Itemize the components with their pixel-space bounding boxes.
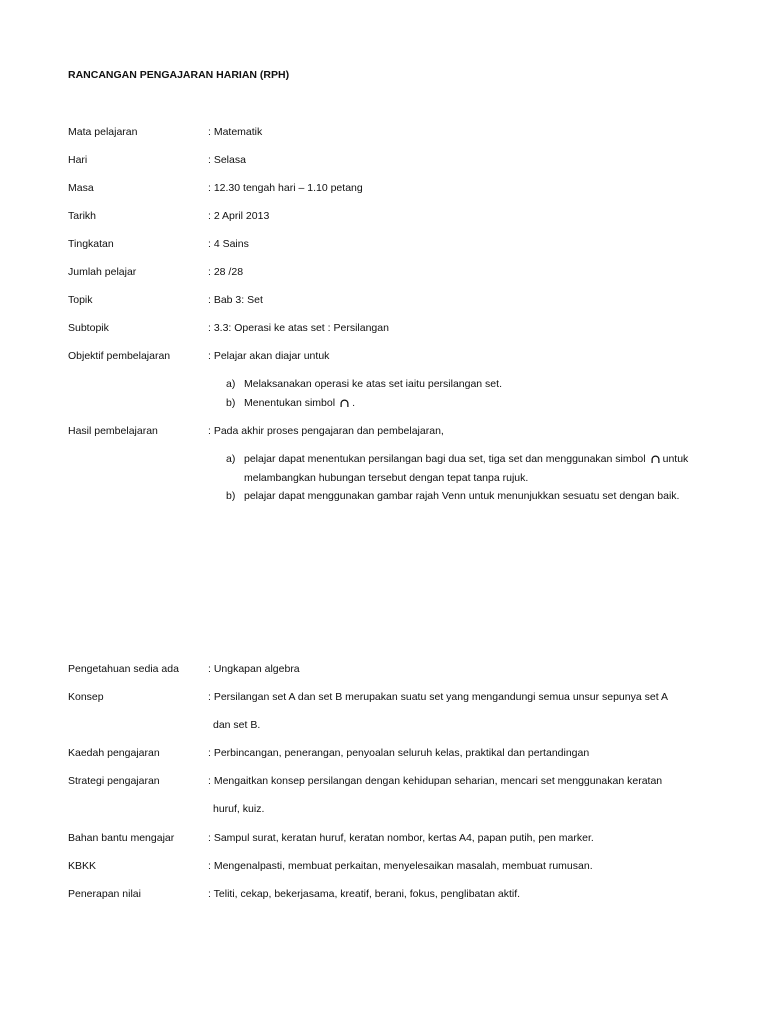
field-label-konsep: Konsep <box>68 691 104 703</box>
field-value-tarikh: : 2 April 2013 <box>208 210 270 222</box>
field-label-pengetahuan: Pengetahuan sedia ada <box>68 663 179 675</box>
objektif-item-marker: b) <box>226 397 236 409</box>
field-label-penerapan-nilai: Penerapan nilai <box>68 888 141 900</box>
intersection-symbol-icon <box>340 399 349 407</box>
field-label-tarikh: Tarikh <box>68 210 97 222</box>
field-label-bahan-bantu: Bahan bantu mengajar <box>68 832 175 844</box>
hasil-item-continuation: melambangkan hubungan tersebut dengan tepat tanpa rujuk. <box>244 472 529 484</box>
objektif-item-text: Melaksanakan operasi ke atas set iaitu persilangan set. <box>244 378 502 390</box>
field-value-hari: : Selasa <box>208 154 246 166</box>
field-label-jumlah-pelajar: Jumlah pelajar <box>68 266 137 278</box>
field-value-strategi-continuation: huruf, kuiz. <box>213 803 265 815</box>
field-value-jumlah-pelajar: : 28 /28 <box>208 266 244 278</box>
objektif-item <box>244 396 355 410</box>
hasil-item-marker: b) <box>226 490 236 502</box>
field-label-kaedah: Kaedah pengajaran <box>68 747 160 759</box>
field-value-objektif: : Pelajar akan diajar untuk <box>208 350 330 362</box>
hasil-item-marker: a) <box>226 453 236 465</box>
objektif-item-suffix: . <box>352 397 355 409</box>
field-label-hari: Hari <box>68 154 88 166</box>
hasil-item-text: pelajar dapat menggunakan gambar rajah Venn untuk menunjukkan sesuatu set dengan baik. <box>244 490 680 502</box>
field-value-mata-pelajaran: : Matematik <box>208 126 263 138</box>
hasil-item-suffix: untuk <box>662 453 689 465</box>
field-value-bahan-bantu: : Sampul surat, keratan huruf, keratan nombor, kertas A4, papan putih, pen marker. <box>208 832 594 844</box>
field-value-kaedah: : Perbincangan, penerangan, penyoalan seluruh kelas, praktikal dan pertandingan <box>208 747 590 759</box>
field-value-konsep-continuation: dan set B. <box>213 719 261 731</box>
field-label-strategi: Strategi pengajaran <box>68 775 160 787</box>
field-label-topik: Topik <box>68 294 93 306</box>
field-value-konsep: : Persilangan set A dan set B merupakan suatu set yang mengandungi semua unsur sepunya set A <box>208 691 668 703</box>
intersection-symbol-icon <box>651 455 660 463</box>
field-label-masa: Masa <box>68 182 94 194</box>
field-label-tingkatan: Tingkatan <box>68 238 114 250</box>
field-value-masa: : 12.30 tengah hari – 1.10 petang <box>208 182 363 194</box>
field-label-mata-pelajaran: Mata pelajaran <box>68 126 138 138</box>
field-value-strategi: : Mengaitkan konsep persilangan dengan kehidupan seharian, mencari set menggunakan keratan <box>208 775 663 787</box>
hasil-item-text: pelajar dapat menentukan persilangan bagi dua set, tiga set dan menggunakan simbol <box>244 453 646 465</box>
objektif-item-text: Menentukan simbol <box>244 397 336 409</box>
field-value-kbkk: : Mengenalpasti, membuat perkaitan, menyelesaikan masalah, membuat rumusan. <box>208 860 593 872</box>
field-label-subtopik: Subtopik <box>68 322 109 334</box>
field-value-pengetahuan: : Ungkapan algebra <box>208 663 300 675</box>
field-value-topik: : Bab 3: Set <box>208 294 263 306</box>
field-label-hasil: Hasil pembelajaran <box>68 425 158 437</box>
document-title: RANCANGAN PENGAJARAN HARIAN (RPH) <box>68 69 290 81</box>
objektif-item-marker: a) <box>226 378 236 390</box>
field-value-tingkatan: : 4 Sains <box>208 238 249 250</box>
field-value-penerapan-nilai: : Teliti, cekap, bekerjasama, kreatif, berani, fokus, penglibatan aktif. <box>208 888 521 900</box>
hasil-item <box>244 452 688 466</box>
field-value-hasil: : Pada akhir proses pengajaran dan pembelajaran, <box>208 425 444 437</box>
field-label-kbkk: KBKK <box>68 860 97 872</box>
field-value-subtopik: : 3.3: Operasi ke atas set : Persilangan <box>208 322 389 334</box>
field-label-objektif: Objektif pembelajaran <box>68 350 171 362</box>
